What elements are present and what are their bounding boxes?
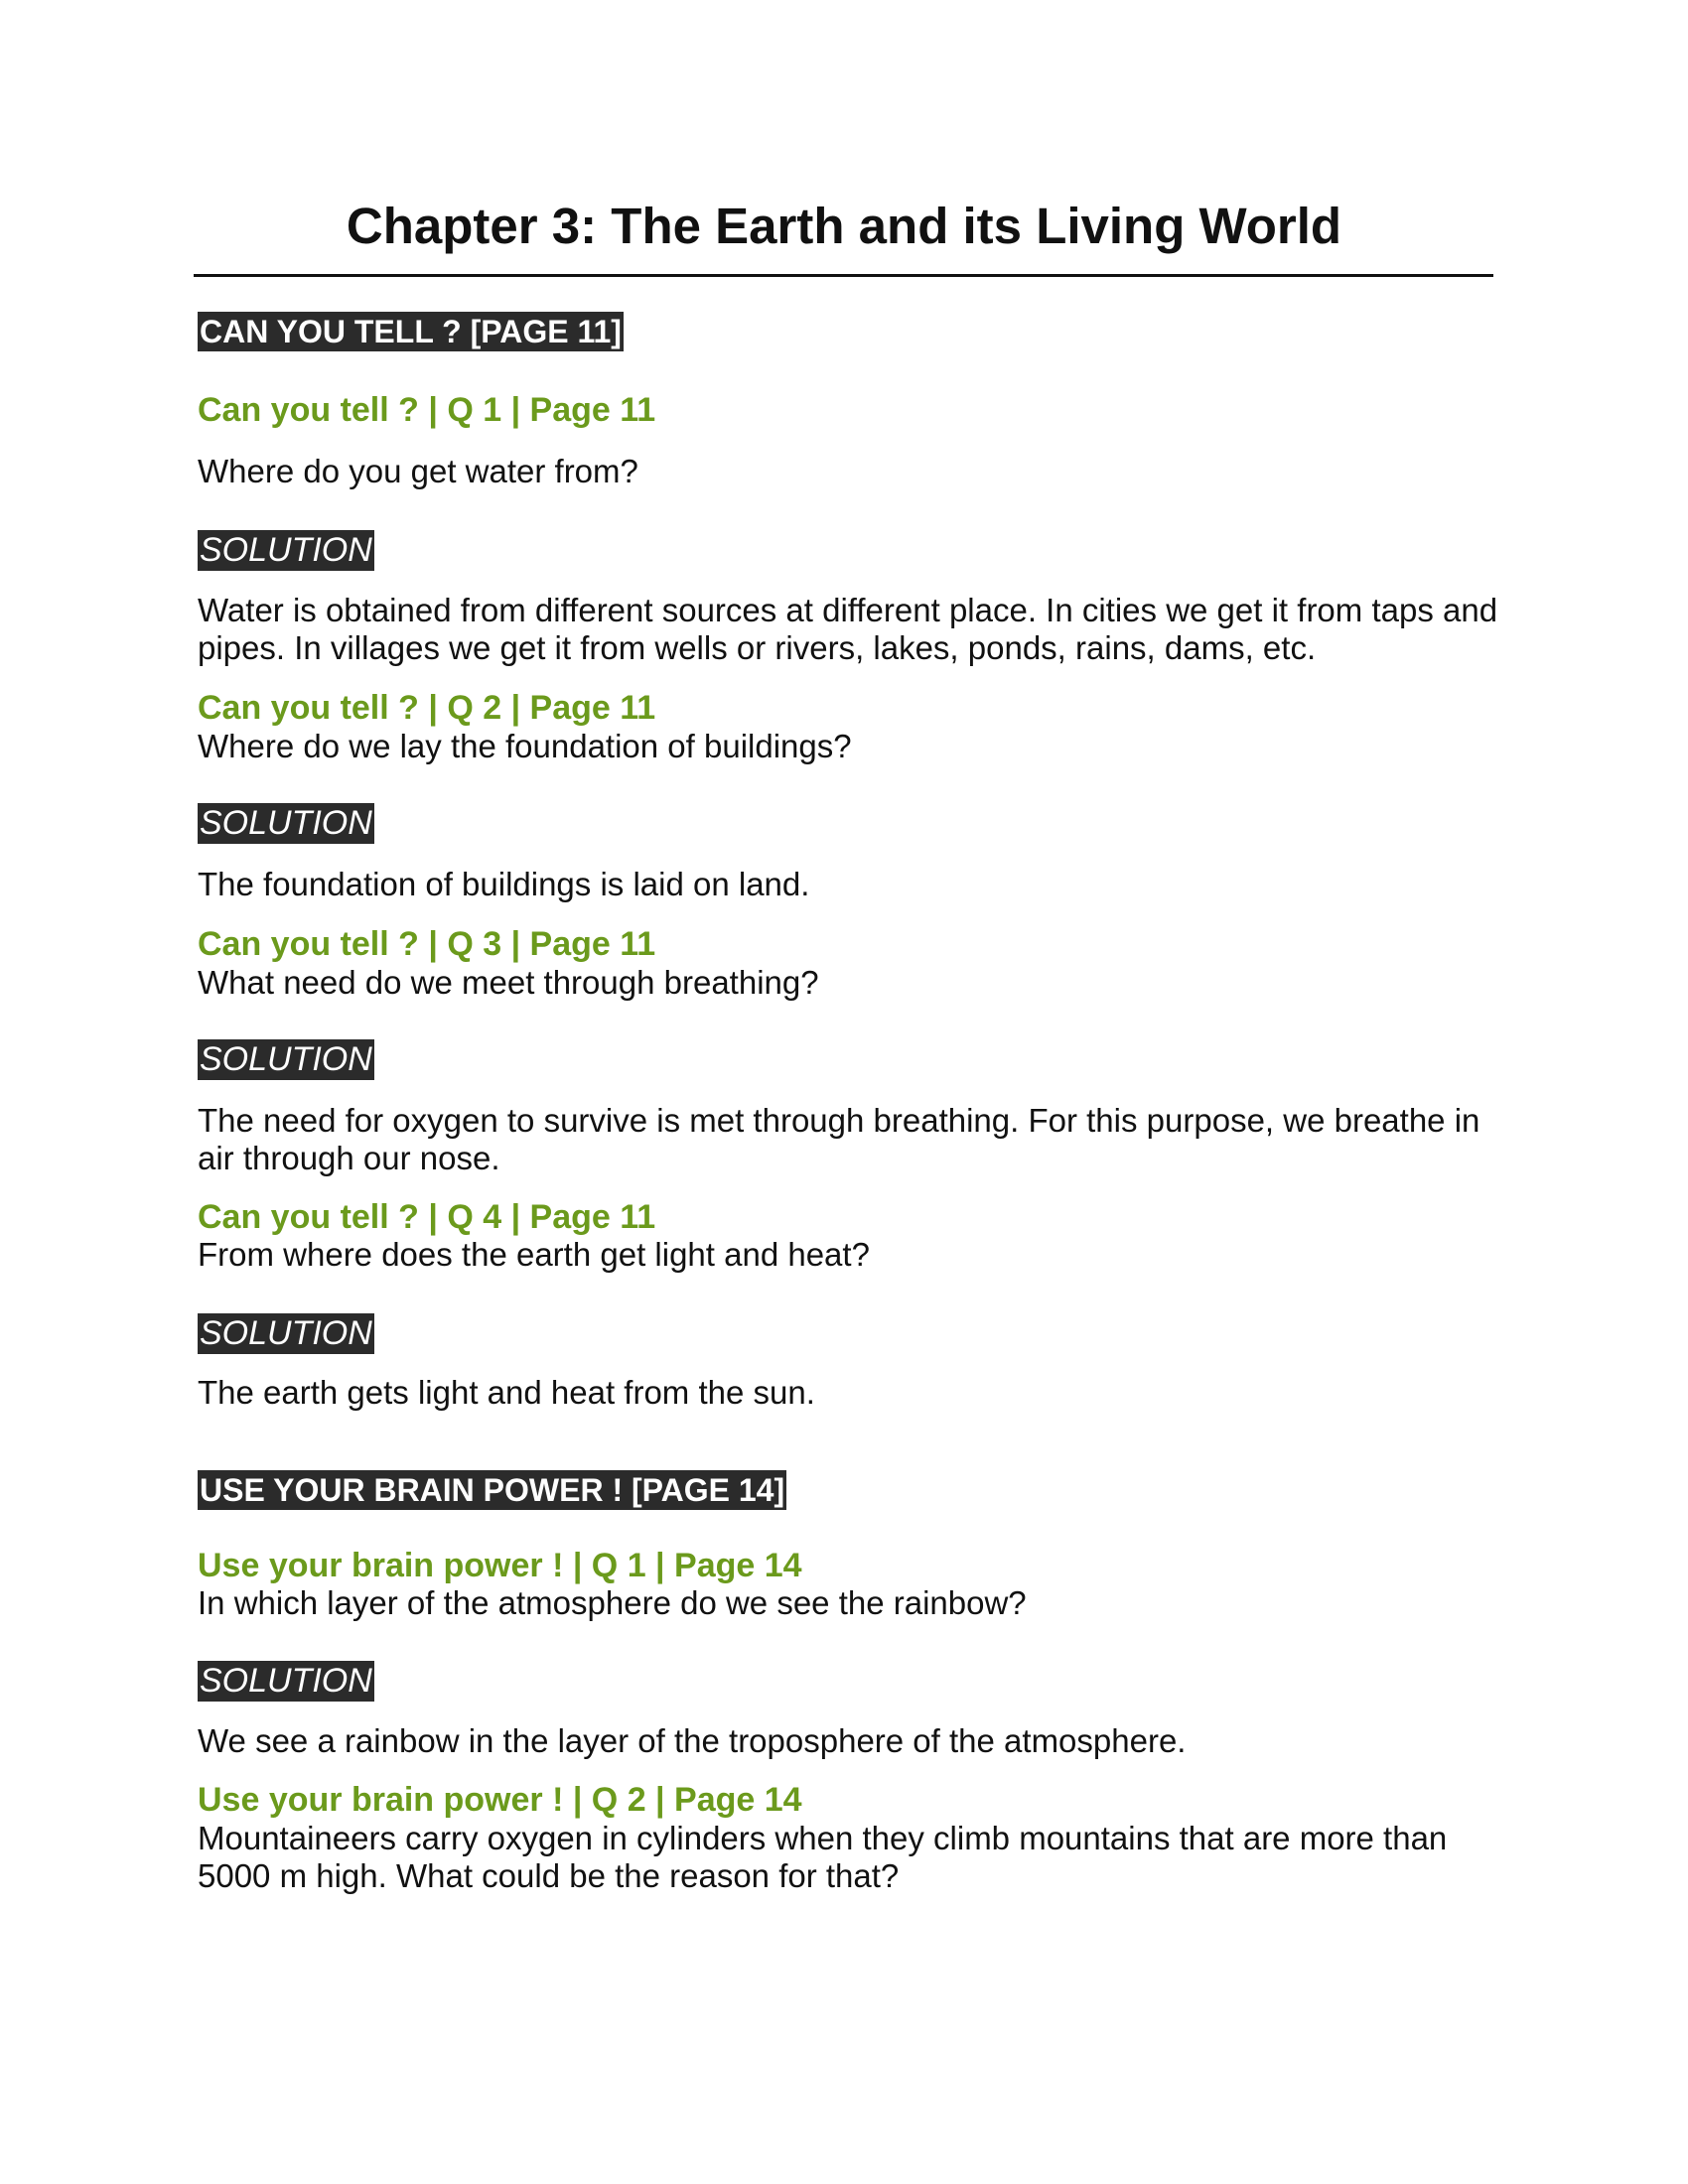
question-heading: Use your brain power ! | Q 1 | Page 14 — [198, 1547, 802, 1584]
answer-text: The foundation of buildings is laid on land. — [198, 866, 810, 902]
answer-text: Water is obtained from different sources at different place. In cities we get it from taps and pipes. In villages we get it from wells or rivers, lakes, ponds, rains, dams, etc. — [198, 592, 1498, 666]
answer-text: The need for oxygen to survive is met through breathing. For this purpose, we breathe in air through our nose. — [198, 1102, 1480, 1176]
page-title: Chapter 3: The Earth and its Living World — [346, 198, 1342, 254]
question-text: Mountaineers carry oxygen in cylinders when they climb mountains that are more than 5000 m high. What could be the reason for that? — [198, 1820, 1448, 1894]
title-divider — [194, 274, 1493, 277]
question-text: In which layer of the atmosphere do we see the rainbow? — [198, 1584, 1027, 1621]
question-heading: Can you tell ? | Q 4 | Page 11 — [198, 1198, 656, 1236]
solution-tag: SOLUTION — [200, 804, 372, 842]
question-heading: Can you tell ? | Q 1 | Page 11 — [198, 391, 656, 429]
question-text: Where do you get water from? — [198, 453, 638, 489]
solution-tag: SOLUTION — [200, 531, 372, 569]
solution-tag: SOLUTION — [200, 1040, 372, 1078]
answer-text: The earth gets light and heat from the sun. — [198, 1374, 815, 1411]
question-text: From where does the earth get light and heat? — [198, 1236, 870, 1273]
question-text: Where do we lay the foundation of buildings? — [198, 728, 852, 764]
question-heading: Use your brain power ! | Q 2 | Page 14 — [198, 1781, 802, 1819]
solution-tag: SOLUTION — [200, 1662, 372, 1700]
answer-text: We see a rainbow in the layer of the troposphere of the atmosphere. — [198, 1722, 1187, 1759]
question-heading: Can you tell ? | Q 3 | Page 11 — [198, 925, 656, 963]
solution-tag: SOLUTION — [200, 1314, 372, 1352]
section-heading-brain-power: USE YOUR BRAIN POWER ! [PAGE 14] — [200, 1472, 785, 1508]
section-heading-can-you-tell: CAN YOU TELL ? [PAGE 11] — [200, 314, 622, 349]
question-text: What need do we meet through breathing? — [198, 964, 819, 1001]
question-heading: Can you tell ? | Q 2 | Page 11 — [198, 689, 656, 727]
